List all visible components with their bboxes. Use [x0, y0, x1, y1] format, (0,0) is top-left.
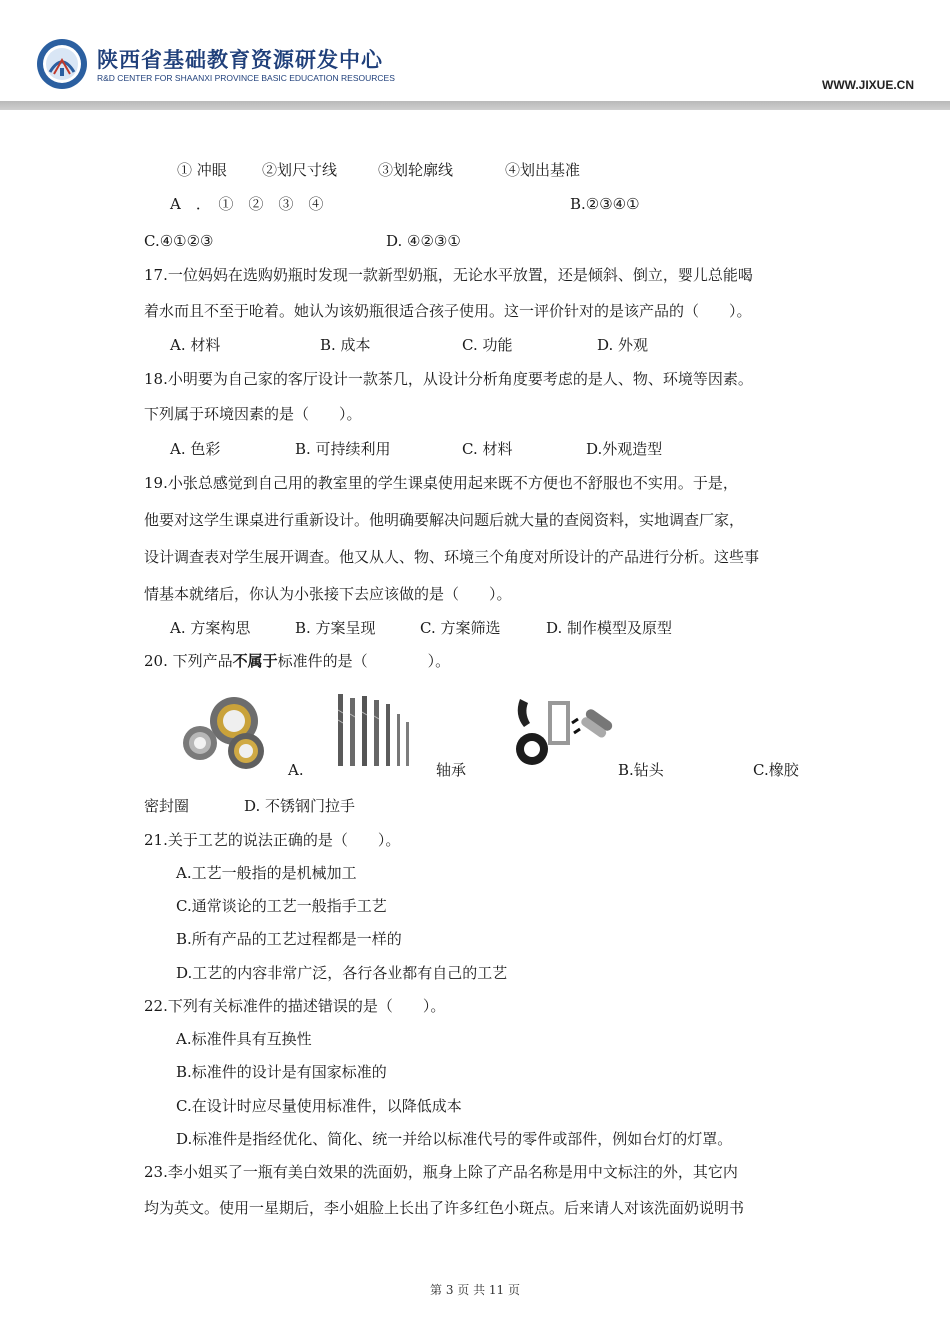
q19-stem-line-4: 情基本就绪后，你认为小张接下去应该做的是（ ）。 [144, 585, 512, 603]
q20-stem [144, 651, 450, 671]
q17-stem-line-2: 着水而且不至于呛着。她认为该奶瓶很适合孩子使用。这一评价针对的是该产品的（ ）。 [144, 302, 752, 320]
q16-step-1: ① 冲眼 [177, 161, 227, 179]
q16-option-c: C.④①②③ [144, 232, 214, 250]
q19-option-d: D. 制作模型及原型 [546, 619, 673, 637]
q20-label-c-cont: 密封圈 [144, 797, 190, 815]
q21-option-a: A.工艺一般指的是机械加工 [176, 864, 357, 882]
q23-stem-line-1: 23.李小姐买了一瓶有美白效果的洗面奶，瓶身上除了产品名称是用中文标注的外，其它内 [144, 1163, 738, 1181]
q19-stem-line-3: 设计调查表对学生展开调查。他又从人、物、环境三个角度对所设计的产品进行分析。这些事 [144, 548, 760, 566]
q22-option-a: A.标准件具有互换性 [176, 1030, 312, 1048]
page-header [0, 0, 950, 112]
q18-option-a: A. 色彩 [170, 440, 221, 458]
q22-option-c: C.在设计时应尽量使用标准件，以降低成本 [176, 1097, 462, 1115]
logo-icon [36, 38, 88, 90]
org-name-cn: 陕西省基础教育资源研发中心 [97, 48, 383, 72]
q20-stem-post: 标准件的是（ ）。 [277, 652, 451, 670]
q16-option-b: B.②③④① [570, 195, 640, 213]
q22-option-d: D.标准件是指经优化、简化、统一并给以标准代号的零件或部件，例如台灯的灯罩。 [176, 1130, 733, 1148]
q19-stem-line-1: 19.小张总感觉到自己用的教室里的学生课桌使用起来既不方便也不舒服也不实用。于是， [144, 474, 738, 492]
bearing-image [172, 693, 272, 771]
q20-stem-emphasis: 不属于 [232, 652, 278, 670]
q22-option-b: B.标准件的设计是有国家标准的 [176, 1063, 387, 1081]
website-link[interactable]: WWW.JIXUE.CN [822, 78, 914, 92]
q16-step-3: ③划轮廓线 [378, 161, 454, 179]
q17-option-b: B. 成本 [320, 336, 371, 354]
q16-step-4: ④划出基准 [505, 161, 581, 179]
org-name-en: R&D CENTER FOR SHAANXI PROVINCE BASIC EDUCATION RESOURCES [97, 73, 395, 83]
q17-option-d: D. 外观 [597, 336, 649, 354]
drill-bits-image [334, 690, 416, 770]
q21-option-d: D.工艺的内容非常广泛，各行各业都有自己的工艺 [176, 964, 508, 982]
rubber-seals-image [512, 693, 620, 769]
q17-option-c: C. 功能 [462, 336, 513, 354]
q16-option-a: A ． ① ② ③ ④ [170, 195, 324, 213]
page-number: 第 3 页 共 11 页 [430, 1283, 520, 1297]
q16-step-2: ②划尺寸线 [262, 161, 338, 179]
q21-stem: 21.关于工艺的说法正确的是（ ）。 [144, 831, 401, 849]
q20-label-a: A. [288, 761, 304, 779]
q16-option-d: D. ④②③① [386, 232, 461, 250]
q19-stem-line-2: 他要对这学生课桌进行重新设计。他明确要解决问题后就大量的查阅资料，实地调查厂家， [144, 511, 745, 529]
q20-label-d: D. 不锈钢门拉手 [244, 797, 356, 815]
q18-option-c: C. 材料 [462, 440, 513, 458]
q18-stem-line-1: 18.小明要为自己家的客厅设计一款茶几，从设计分析角度要考虑的是人、物、环境等因素。 [144, 370, 753, 388]
header-divider [0, 101, 950, 110]
q18-option-d: D.外观造型 [586, 440, 663, 458]
q20-label-b: B.钻头 [618, 761, 664, 779]
q19-option-c: C. 方案筛选 [420, 619, 501, 637]
q19-option-a: A. 方案构思 [170, 619, 251, 637]
q17-stem-line-1: 17.一位妈妈在选购奶瓶时发现一款新型奶瓶，无论水平放置，还是倾斜、倒立，婴儿总能喝 [144, 266, 753, 284]
q23-stem-line-2: 均为英文。使用一星期后，李小姐脸上长出了许多红色小斑点。后来请人对该洗面奶说明书 [144, 1199, 745, 1217]
q20-label-c: C.橡胶 [753, 761, 799, 779]
q20-label-bearing: 轴承 [436, 761, 467, 779]
q19-option-b: B. 方案呈现 [295, 619, 376, 637]
q22-stem: 22.下列有关标准件的描述错误的是（ ）。 [144, 997, 446, 1015]
q18-stem-line-2: 下列属于环境因素的是（ ）。 [144, 405, 362, 423]
q17-option-a: A. 材料 [170, 336, 221, 354]
q21-option-b: B.所有产品的工艺过程都是一样的 [176, 930, 402, 948]
q21-option-c: C.通常谈论的工艺一般指手工艺 [176, 897, 387, 915]
q18-option-b: B. 可持续利用 [295, 440, 391, 458]
q20-stem-pre: 20. 下列产品 [144, 652, 233, 670]
